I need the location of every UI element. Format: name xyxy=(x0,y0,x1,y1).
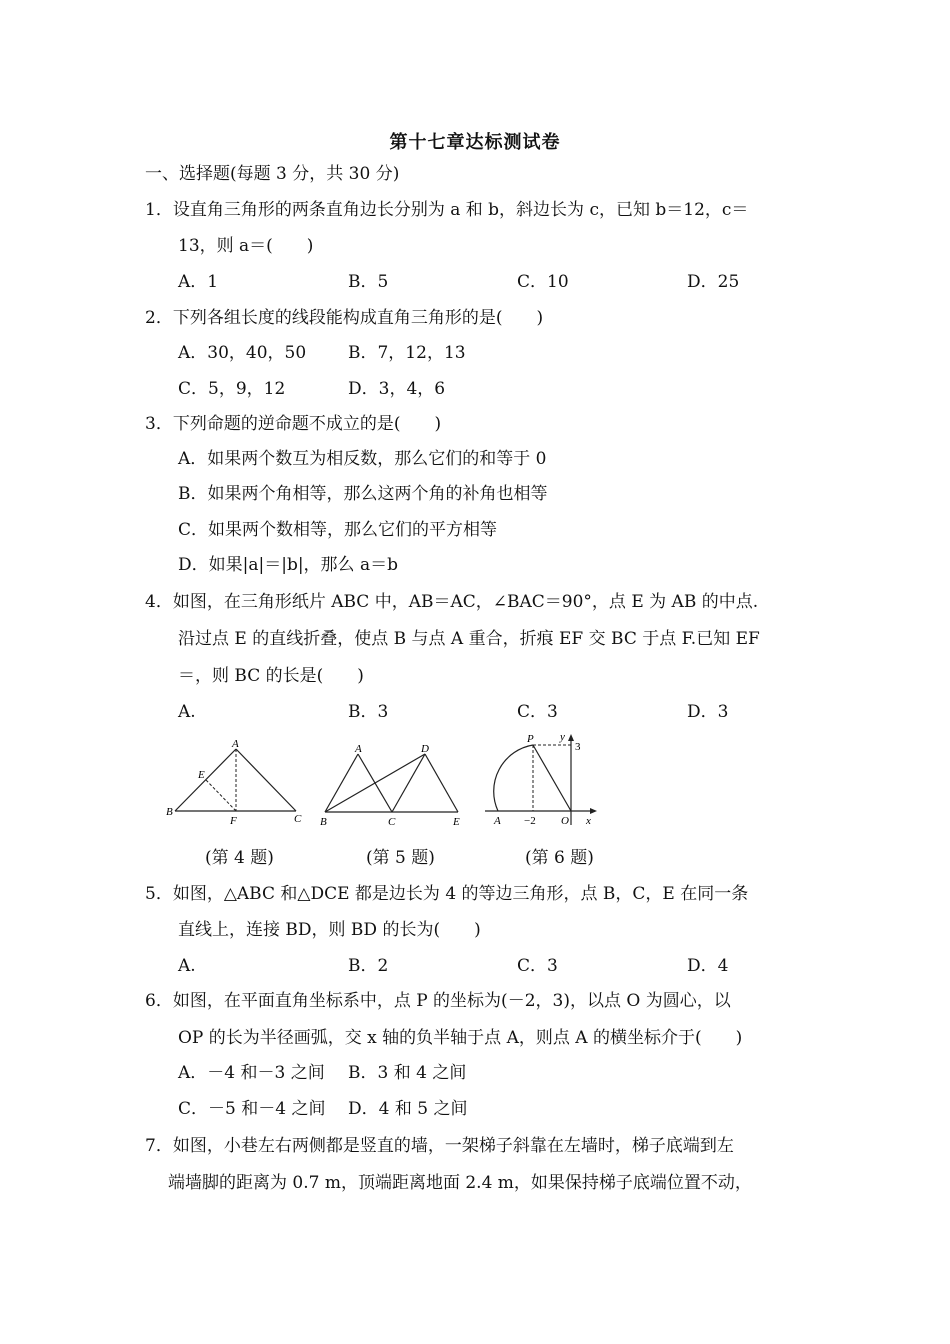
page-title: 第十七章达标测试卷 xyxy=(389,132,561,153)
fig4-label-e: E xyxy=(198,769,205,781)
fig6-label-y: y xyxy=(560,731,565,743)
question-7-text-cont: 端墙脚的距离为 0.7 m，顶端距离地面 2.4 m，如果保持梯子底端位置不动， xyxy=(168,1173,752,1193)
q4-option-a: A. xyxy=(178,702,196,722)
figure-6-caption: (第 6 题) xyxy=(525,848,594,868)
q5-option-c: C．3 xyxy=(517,956,558,976)
q2-option-b: B．7，12，13 xyxy=(348,343,466,363)
q3-option-b: B．如果两个角相等，那么这两个角的补角也相等 xyxy=(178,484,548,504)
question-1-text: 1．设直角三角形的两条直角边长分别为 a 和 b，斜边长为 c，已知 b＝12，c＝ xyxy=(145,200,749,220)
fig6-label-o: O xyxy=(561,815,569,827)
fig4-label-a: A xyxy=(232,738,239,750)
q6-option-d: D．4 和 5 之间 xyxy=(348,1099,468,1119)
q4-option-d: D．3 xyxy=(687,702,729,722)
question-5-text-cont: 直线上，连接 BD，则 BD 的长为( ) xyxy=(178,920,481,940)
q1-option-a: A．1 xyxy=(178,272,219,292)
fig6-label-p: P xyxy=(527,733,534,745)
fig6-label-x: x xyxy=(586,815,591,827)
fig6-label-a: A xyxy=(494,815,501,827)
fig5-label-e: E xyxy=(453,816,460,828)
figure-5-caption: (第 5 题) xyxy=(366,848,435,868)
q5-option-d: D．4 xyxy=(687,956,729,976)
question-1-text-cont: 13，则 a＝( ) xyxy=(178,236,314,256)
q2-option-c: C．5，9，12 xyxy=(178,379,286,399)
question-7-text: 7．如图，小巷左右两侧都是竖直的墙，一架梯子斜靠在左墙时，梯子底端到左 xyxy=(145,1136,734,1156)
q2-option-d: D．3，4，6 xyxy=(348,379,446,399)
question-4-text-cont: 沿过点 E 的直线折叠，使点 B 与点 A 重合，折痕 EF 交 BC 于点 F.已知 EF xyxy=(178,629,760,649)
question-2-text: 2．下列各组长度的线段能构成直角三角形的是( ) xyxy=(145,308,544,328)
q4-option-b: B．3 xyxy=(348,702,389,722)
question-4-text-cont2: ＝，则 BC 的长是( ) xyxy=(178,666,364,686)
question-4-text: 4．如图，在三角形纸片 ABC 中，AB＝AC，∠BAC＝90°，点 E 为 AB 的中点. xyxy=(145,592,759,612)
q1-option-c: C．10 xyxy=(517,272,569,292)
fig4-label-f: F xyxy=(230,815,237,827)
question-6-text: 6．如图，在平面直角坐标系中，点 P 的坐标为(－2，3)，以点 O 为圆心，以 xyxy=(145,991,731,1011)
question-6-text-cont: OP 的长为半径画弧，交 x 轴的负半轴于点 A，则点 A 的横坐标介于( ) xyxy=(178,1028,743,1048)
fig5-label-d: D xyxy=(421,743,429,755)
q3-option-d: D．如果|a|＝|b|，那么 a＝b xyxy=(178,555,398,575)
figure-6 xyxy=(480,730,605,830)
fig6-label-neg2: −2 xyxy=(524,815,536,827)
figure-4 xyxy=(160,735,310,830)
fig5-label-b: B xyxy=(320,816,327,828)
fig5-label-c: C xyxy=(388,816,396,828)
q5-option-a: A. xyxy=(178,956,196,976)
fig5-label-a: A xyxy=(355,743,362,755)
fig6-label-3: 3 xyxy=(575,741,581,753)
q5-option-b: B．2 xyxy=(348,956,389,976)
q1-option-d: D．25 xyxy=(687,272,740,292)
q6-option-c: C．－5 和－4 之间 xyxy=(178,1099,326,1119)
fig4-label-b: B xyxy=(166,806,173,818)
q6-option-a: A．－4 和－3 之间 xyxy=(178,1063,325,1083)
q1-option-b: B．5 xyxy=(348,272,389,292)
question-5-text: 5．如图，△ABC 和△DCE 都是边长为 4 的等边三角形，点 B，C，E 在同一条 xyxy=(145,884,749,904)
q4-option-c: C．3 xyxy=(517,702,558,722)
q2-option-a: A．30，40，50 xyxy=(178,343,307,363)
q3-option-c: C．如果两个数相等，那么它们的平方相等 xyxy=(178,520,498,540)
section-heading: 一、选择题(每题 3 分，共 30 分) xyxy=(145,164,400,184)
fig4-label-c: C xyxy=(294,813,302,825)
question-3-text: 3．下列命题的逆命题不成立的是( ) xyxy=(145,414,442,434)
figure-5 xyxy=(315,738,470,830)
figure-4-caption: (第 4 题) xyxy=(205,848,274,868)
q3-option-a: A．如果两个数互为相反数，那么它们的和等于 0 xyxy=(178,449,547,469)
q6-option-b: B．3 和 4 之间 xyxy=(348,1063,467,1083)
